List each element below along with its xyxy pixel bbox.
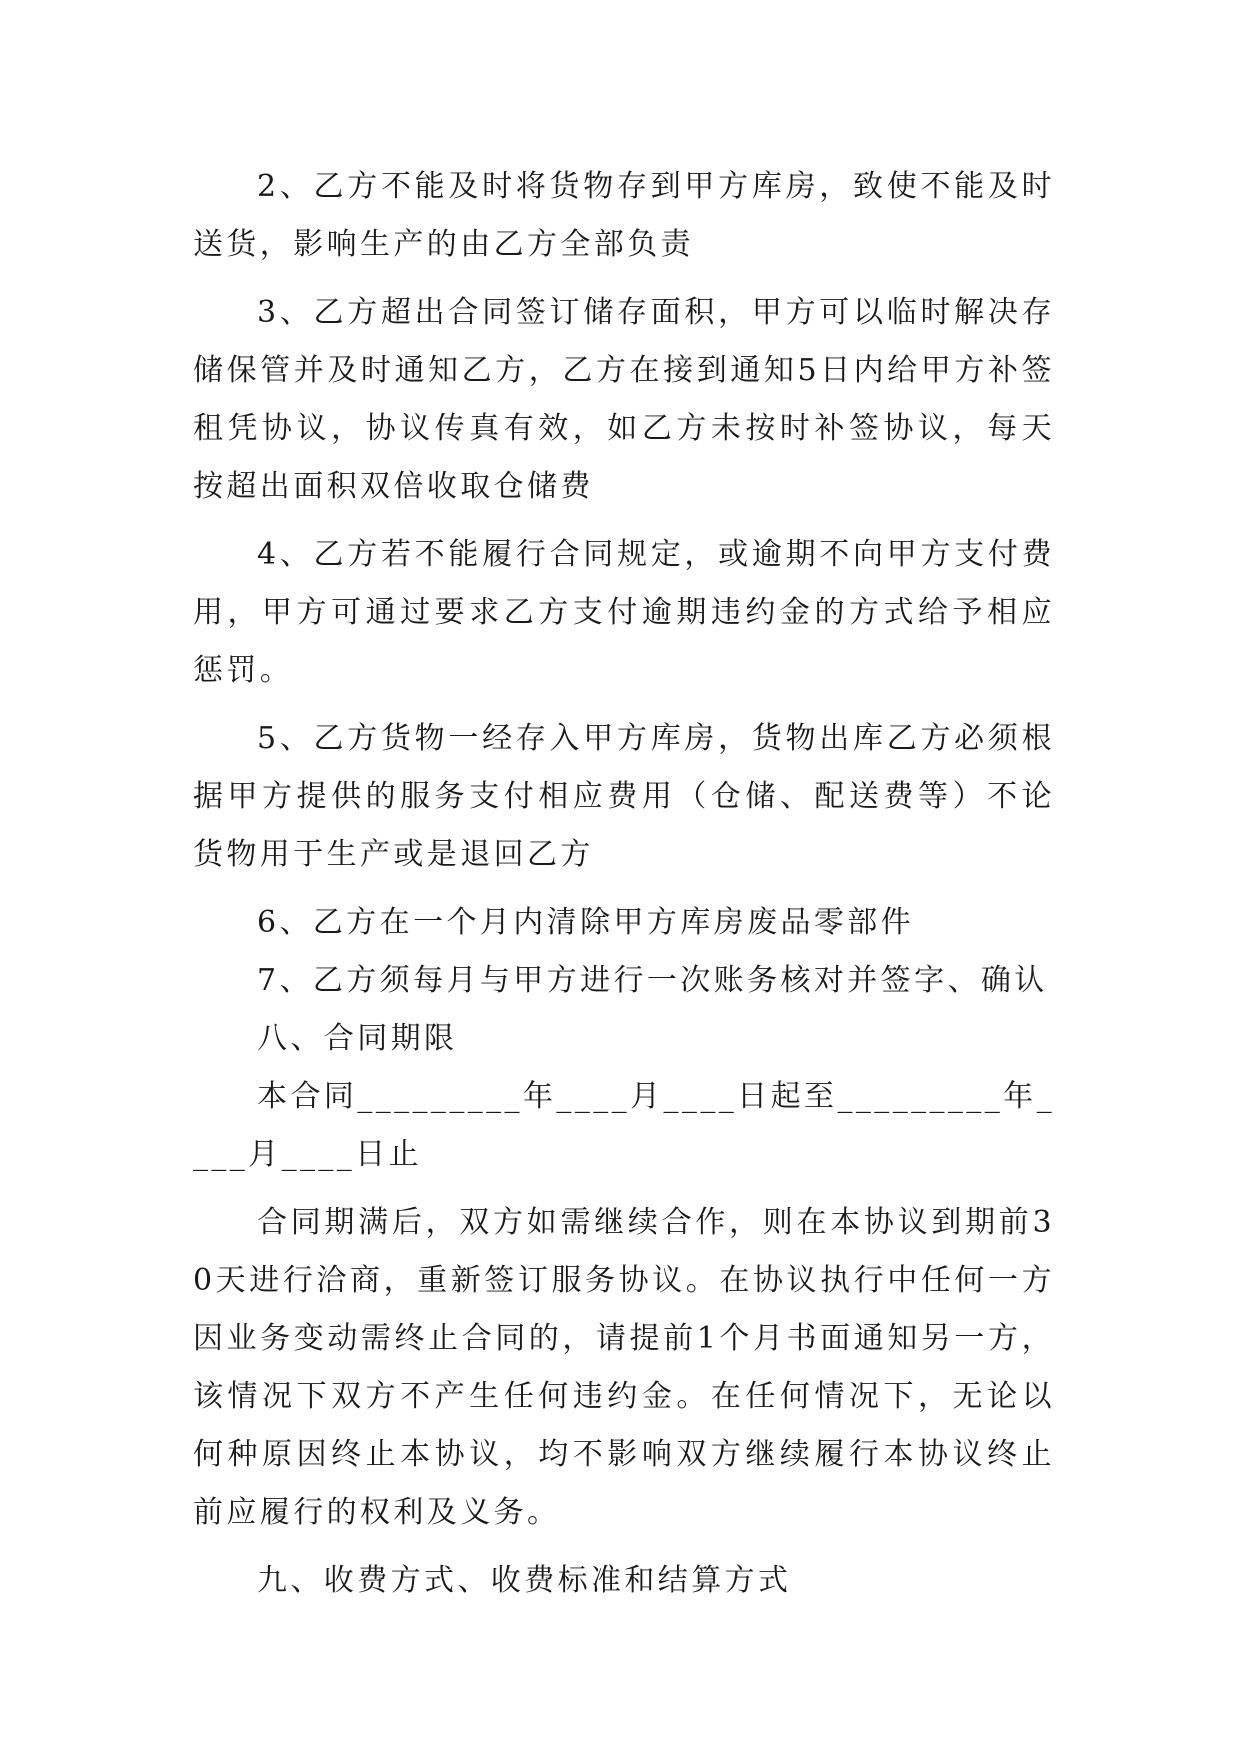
contract-expiry-paragraph: 合同期满后，双方如需继续合作，则在本协议到期前30天进行洽商，重新签订服务协议。在协议执行中任何一方因业务变动需终止合同的，请提前1个月书面通知另一方，该情况下双方不产生任何违约金。在任何情况下，无论以何种原因终止本协议，均不影响双方继续履行本协议终止前应履行的权利及义务。 — [193, 1205, 1055, 1530]
section-8-heading: 八、合同期限 — [257, 1021, 458, 1056]
clause-2-paragraph: 2、乙方不能及时将货物存到甲方库房，致使不能及时送货，影响生产的由乙方全部负责 — [193, 169, 1055, 262]
clause-5-paragraph: 5、乙方货物一经存入甲方库房，货物出库乙方必须根据甲方提供的服务支付相应费用（仓储、配送费等）不论货物用于生产或是退回乙方 — [193, 721, 1055, 872]
clause-3-paragraph: 3、乙方超出合同签订储存面积，甲方可以临时解决存储保管并及时通知乙方，乙方在接到通知5日内给甲方补签租凭协议，协议传真有效，如乙方未按时补签协议，每天按超出面积双倍收取仓储费 — [193, 295, 1055, 504]
clause-6-paragraph: 6、乙方在一个月内清除甲方库房废品零部件 — [257, 905, 915, 940]
contract-term-paragraph: 本合同_________年____月____日起至_________年____月____日止 — [193, 1079, 1055, 1172]
clause-7-paragraph: 7、乙方须每月与甲方进行一次账务核对并签字、确认 — [257, 963, 1048, 998]
section-9-heading: 九、收费方式、收费标准和结算方式 — [257, 1563, 792, 1598]
clause-4-paragraph: 4、乙方若不能履行合同规定，或逾期不向甲方支付费用，甲方可通过要求乙方支付逾期违约金的方式给予相应惩罚。 — [193, 537, 1055, 688]
document-body — [193, 158, 1055, 1610]
